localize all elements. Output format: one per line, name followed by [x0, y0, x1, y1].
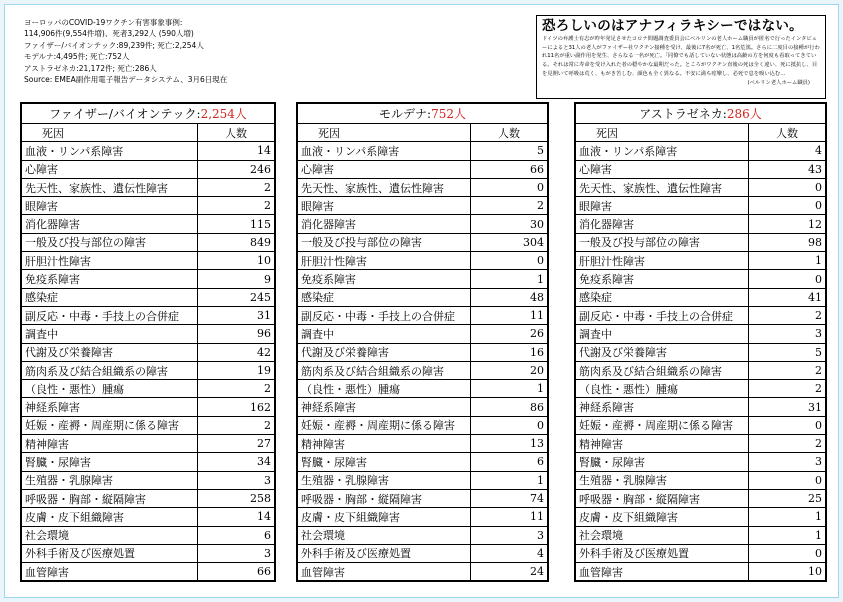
- table-row: [21, 398, 275, 416]
- death-total: 286人: [726, 107, 762, 121]
- quote-box-body: ドイツの弁護士有志が昨年発足させたコロナ問題調査委員会にベルリンの老人ホーム職員が匿名で行ったインタビューによると31人の老人がファイザー社ワクチン接種を受け、最後に7名が死亡、1名危篤。さらに二度目の接種が行われ11名が重い副作用を発生、さらなる一名が死亡。「同僚でも話していない状態は高齢の方を何度も看取ってきている。それは常に寿命を受け入れた者の穏やかな最期だった。ところがワクチン直後の死は全く違い、死に抵抗し、目を見開いて呼吸は荒く、もがき苦しむ、顔色も全く異なる。不安に満ち痙攣し、必死で息を吸い込む…: [542, 36, 820, 77]
- count-cell: 1: [749, 252, 827, 270]
- cause-cell: 感染症: [575, 288, 749, 306]
- table-row: [21, 471, 275, 489]
- table-row: [21, 380, 275, 398]
- cause-cell: 肝胆汁性障害: [21, 252, 198, 270]
- table-row: [297, 435, 548, 453]
- count-cell: 31: [198, 306, 276, 324]
- cause-cell: 血管障害: [21, 563, 198, 582]
- table-row: [575, 508, 826, 526]
- table-row: [297, 178, 548, 196]
- table-row: [21, 306, 275, 324]
- table-row: [297, 288, 548, 306]
- cause-cell: 眼障害: [297, 197, 471, 215]
- cause-cell: 消化器障害: [21, 215, 198, 233]
- table-title: [575, 103, 826, 124]
- cause-cell: 副反応・中毒・手技上の合併症: [575, 306, 749, 324]
- cause-cell: 精神障害: [21, 435, 198, 453]
- cause-cell: 社会環境: [575, 526, 749, 544]
- count-cell: 3: [198, 471, 276, 489]
- count-cell: 11: [471, 508, 549, 526]
- table-row: [575, 160, 826, 178]
- table-row: [575, 178, 826, 196]
- cause-cell: 外科手術及び医療処置: [575, 544, 749, 562]
- cause-cell: 眼障害: [21, 197, 198, 215]
- cause-cell: 腎臓・尿障害: [21, 453, 198, 471]
- table-row: [21, 252, 275, 270]
- count-cell: 2: [749, 306, 827, 324]
- cause-cell: 心障害: [575, 160, 749, 178]
- count-cell: 12: [749, 215, 827, 233]
- table-row: [21, 178, 275, 196]
- table-row: [297, 325, 548, 343]
- table-row: [21, 361, 275, 379]
- cause-cell: （良性・悪性）腫瘍: [21, 380, 198, 398]
- death-total: 2,254人: [200, 107, 247, 121]
- table-row: [297, 160, 548, 178]
- count-cell: 6: [198, 526, 276, 544]
- cause-cell: （良性・悪性）腫瘍: [297, 380, 471, 398]
- column-header-cause: 死因: [575, 124, 749, 142]
- table-row: [575, 544, 826, 562]
- column-header-cause: 死因: [297, 124, 471, 142]
- count-cell: 86: [471, 398, 549, 416]
- count-cell: 24: [471, 563, 549, 582]
- death-total: 752人: [431, 107, 466, 121]
- table-row: [21, 142, 275, 160]
- cause-cell: 一般及び投与部位の障害: [297, 233, 471, 251]
- intro-line: ファイザー/バイオンテック:89,239件; 死亡:2,254人: [24, 40, 204, 50]
- table-row: [297, 306, 548, 324]
- table-title: [21, 103, 275, 124]
- cause-cell: 調査中: [297, 325, 471, 343]
- vaccine-name: モルデナ:: [379, 107, 432, 121]
- table-row: [297, 416, 548, 434]
- cause-cell: 感染症: [21, 288, 198, 306]
- cause-cell: 調査中: [575, 325, 749, 343]
- table-row: [575, 380, 826, 398]
- count-cell: 6: [471, 453, 549, 471]
- table-row: [575, 233, 826, 251]
- cause-cell: 生殖器・乳腺障害: [297, 471, 471, 489]
- quote-box-source: (ベルリン老人ホーム職員): [747, 79, 810, 86]
- cause-cell: 呼吸器・胸部・縦隔障害: [297, 489, 471, 507]
- cause-cell: 妊娠・産褥・周産期に係る障害: [297, 416, 471, 434]
- count-cell: 0: [749, 197, 827, 215]
- count-cell: 10: [749, 563, 827, 582]
- count-cell: 96: [198, 325, 276, 343]
- count-cell: 19: [198, 361, 276, 379]
- table-row: [21, 453, 275, 471]
- cause-cell: 社会環境: [21, 526, 198, 544]
- count-cell: 9: [198, 270, 276, 288]
- count-cell: 0: [471, 252, 549, 270]
- intro-line: Source: EMEA副作用電子報告データシステム、3月6日現在: [24, 75, 228, 85]
- count-cell: 34: [198, 453, 276, 471]
- cause-cell: 消化器障害: [297, 215, 471, 233]
- count-cell: 258: [198, 489, 276, 507]
- cause-cell: 神経系障害: [297, 398, 471, 416]
- table-row: [21, 270, 275, 288]
- count-cell: 0: [749, 270, 827, 288]
- cause-cell: 一般及び投与部位の障害: [21, 233, 198, 251]
- cause-cell: 血液・リンパ系障害: [21, 142, 198, 160]
- cause-cell: 妊娠・産褥・周産期に係る障害: [575, 416, 749, 434]
- count-cell: 2: [198, 380, 276, 398]
- column-header-count: 人数: [198, 124, 276, 142]
- pfizer-table: [20, 102, 276, 582]
- table-row: [575, 252, 826, 270]
- table-row: [21, 325, 275, 343]
- cause-cell: 社会環境: [297, 526, 471, 544]
- table-row: [297, 343, 548, 361]
- table-row: [297, 270, 548, 288]
- count-cell: 13: [471, 435, 549, 453]
- cause-cell: 肝胆汁性障害: [297, 252, 471, 270]
- cause-cell: 精神障害: [297, 435, 471, 453]
- table-row: [21, 563, 275, 582]
- astrazeneca-table: [574, 102, 827, 582]
- cause-cell: 先天性、家族性、遺伝性障害: [297, 178, 471, 196]
- cause-cell: 神経系障害: [575, 398, 749, 416]
- cause-cell: 外科手術及び医療処置: [297, 544, 471, 562]
- count-cell: 2: [198, 197, 276, 215]
- count-cell: 5: [749, 343, 827, 361]
- count-cell: 1: [471, 270, 549, 288]
- cause-cell: 感染症: [297, 288, 471, 306]
- table-row: [575, 435, 826, 453]
- count-cell: 5: [471, 142, 549, 160]
- count-cell: 1: [471, 471, 549, 489]
- count-cell: 2: [198, 416, 276, 434]
- cause-cell: 代謝及び栄養障害: [297, 343, 471, 361]
- cause-cell: 心障害: [21, 160, 198, 178]
- table-row: [297, 544, 548, 562]
- count-cell: 11: [471, 306, 549, 324]
- table-row: [21, 544, 275, 562]
- count-cell: 66: [198, 563, 276, 582]
- count-cell: 3: [749, 453, 827, 471]
- cause-cell: 代謝及び栄養障害: [21, 343, 198, 361]
- column-header-count: 人数: [749, 124, 827, 142]
- cause-cell: 生殖器・乳腺障害: [575, 471, 749, 489]
- cause-cell: 呼吸器・胸部・縦隔障害: [21, 489, 198, 507]
- count-cell: 2: [749, 361, 827, 379]
- table-row: [297, 563, 548, 582]
- cause-cell: 皮膚・皮下組織障害: [575, 508, 749, 526]
- table-row: [575, 270, 826, 288]
- intro-summary: [24, 17, 384, 85]
- quote-box-title: 恐ろしいのはアナフィラキシーではない。: [542, 18, 803, 34]
- cause-cell: 代謝及び栄養障害: [575, 343, 749, 361]
- count-cell: 2: [471, 197, 549, 215]
- count-cell: 14: [198, 508, 276, 526]
- count-cell: 20: [471, 361, 549, 379]
- count-cell: 41: [749, 288, 827, 306]
- count-cell: 30: [471, 215, 549, 233]
- cause-cell: 調査中: [21, 325, 198, 343]
- cause-cell: 呼吸器・胸部・縦隔障害: [575, 489, 749, 507]
- table-row: [297, 508, 548, 526]
- table-row: [21, 233, 275, 251]
- cause-cell: 外科手術及び医療処置: [21, 544, 198, 562]
- table-row: [297, 380, 548, 398]
- count-cell: 0: [749, 416, 827, 434]
- count-cell: 0: [749, 178, 827, 196]
- count-cell: 31: [749, 398, 827, 416]
- cause-cell: 眼障害: [575, 197, 749, 215]
- table-row: [21, 197, 275, 215]
- count-cell: 0: [471, 416, 549, 434]
- vaccine-name: アストラゼネカ:: [639, 107, 727, 121]
- count-cell: 3: [749, 325, 827, 343]
- count-cell: 42: [198, 343, 276, 361]
- cause-cell: 筋肉系及び結合組織系の障害: [21, 361, 198, 379]
- cause-cell: 先天性、家族性、遺伝性障害: [575, 178, 749, 196]
- table-row: [297, 471, 548, 489]
- table-row: [297, 489, 548, 507]
- count-cell: 3: [198, 544, 276, 562]
- count-cell: 26: [471, 325, 549, 343]
- cause-cell: 生殖器・乳腺障害: [21, 471, 198, 489]
- count-cell: 3: [471, 526, 549, 544]
- count-cell: 2: [198, 178, 276, 196]
- cause-cell: 腎臓・尿障害: [297, 453, 471, 471]
- count-cell: 0: [749, 544, 827, 562]
- table-row: [21, 508, 275, 526]
- cause-cell: 血液・リンパ系障害: [297, 142, 471, 160]
- cause-cell: 筋肉系及び結合組織系の障害: [575, 361, 749, 379]
- count-cell: 849: [198, 233, 276, 251]
- table-row: [21, 160, 275, 178]
- count-cell: 2: [749, 435, 827, 453]
- cause-cell: 精神障害: [575, 435, 749, 453]
- cause-cell: 筋肉系及び結合組織系の障害: [297, 361, 471, 379]
- table-row: [297, 398, 548, 416]
- table-row: [575, 453, 826, 471]
- table-row: [575, 343, 826, 361]
- count-cell: 162: [198, 398, 276, 416]
- table-row: [575, 325, 826, 343]
- count-cell: 0: [749, 471, 827, 489]
- count-cell: 245: [198, 288, 276, 306]
- table-row: [297, 252, 548, 270]
- table-row: [297, 142, 548, 160]
- column-header-cause: 死因: [21, 124, 198, 142]
- cause-cell: 妊娠・産褥・周産期に係る障害: [21, 416, 198, 434]
- count-cell: 66: [471, 160, 549, 178]
- table-row: [297, 453, 548, 471]
- table-row: [21, 215, 275, 233]
- table-row: [297, 526, 548, 544]
- count-cell: 1: [749, 526, 827, 544]
- count-cell: 27: [198, 435, 276, 453]
- table-row: [575, 416, 826, 434]
- count-cell: 43: [749, 160, 827, 178]
- count-cell: 1: [471, 380, 549, 398]
- cause-cell: 血管障害: [575, 563, 749, 582]
- cause-cell: 皮膚・皮下組織障害: [21, 508, 198, 526]
- count-cell: 4: [471, 544, 549, 562]
- table-row: [21, 343, 275, 361]
- table-row: [575, 288, 826, 306]
- table-row: [575, 489, 826, 507]
- cause-cell: 免疫系障害: [575, 270, 749, 288]
- table-row: [21, 526, 275, 544]
- intro-line: モデルナ:4,495件; 死亡:752人: [24, 52, 130, 62]
- table-row: [575, 306, 826, 324]
- cause-cell: 副反応・中毒・手技上の合併症: [21, 306, 198, 324]
- table-row: [297, 197, 548, 215]
- table-row: [297, 361, 548, 379]
- cause-cell: 血液・リンパ系障害: [575, 142, 749, 160]
- table-row: [297, 233, 548, 251]
- cause-cell: 消化器障害: [575, 215, 749, 233]
- vaccine-name: ファイザー/バイオンテック:: [49, 107, 201, 121]
- count-cell: 74: [471, 489, 549, 507]
- count-cell: 4: [749, 142, 827, 160]
- table-row: [575, 142, 826, 160]
- table-row: [297, 215, 548, 233]
- table-row: [21, 435, 275, 453]
- cause-cell: （良性・悪性）腫瘍: [575, 380, 749, 398]
- count-cell: 2: [749, 380, 827, 398]
- cause-cell: 免疫系障害: [21, 270, 198, 288]
- count-cell: 14: [198, 142, 276, 160]
- cause-cell: 一般及び投与部位の障害: [575, 233, 749, 251]
- count-cell: 48: [471, 288, 549, 306]
- count-cell: 0: [471, 178, 549, 196]
- count-cell: 10: [198, 252, 276, 270]
- cause-cell: 神経系障害: [21, 398, 198, 416]
- cause-cell: 副反応・中毒・手技上の合併症: [297, 306, 471, 324]
- cause-cell: 心障害: [297, 160, 471, 178]
- count-cell: 98: [749, 233, 827, 251]
- count-cell: 16: [471, 343, 549, 361]
- table-row: [21, 489, 275, 507]
- cause-cell: 免疫系障害: [297, 270, 471, 288]
- count-cell: 1: [749, 508, 827, 526]
- table-row: [575, 526, 826, 544]
- table-row: [575, 563, 826, 582]
- table-row: [575, 197, 826, 215]
- table-row: [575, 398, 826, 416]
- count-cell: 25: [749, 489, 827, 507]
- intro-line: 114,906件(9,554件増)、死者3,292人 (590人増): [24, 29, 194, 39]
- count-cell: 304: [471, 233, 549, 251]
- table-row: [21, 416, 275, 434]
- cause-cell: 先天性、家族性、遺伝性障害: [21, 178, 198, 196]
- count-cell: 246: [198, 160, 276, 178]
- cause-cell: 肝胆汁性障害: [575, 252, 749, 270]
- count-cell: 115: [198, 215, 276, 233]
- cause-cell: 血管障害: [297, 563, 471, 582]
- quote-box: [536, 15, 826, 99]
- table-row: [575, 361, 826, 379]
- moderna-table: [296, 102, 549, 582]
- table-title: [297, 103, 548, 124]
- cause-cell: 皮膚・皮下組織障害: [297, 508, 471, 526]
- table-row: [21, 288, 275, 306]
- table-row: [575, 471, 826, 489]
- table-row: [575, 215, 826, 233]
- intro-line: ヨーロッパのCOVID-19ワクチン有害事象事例:: [24, 18, 183, 27]
- cause-cell: 腎臓・尿障害: [575, 453, 749, 471]
- intro-line: アストラゼネカ:21,172件; 死亡:286人: [24, 63, 157, 73]
- column-header-count: 人数: [471, 124, 549, 142]
